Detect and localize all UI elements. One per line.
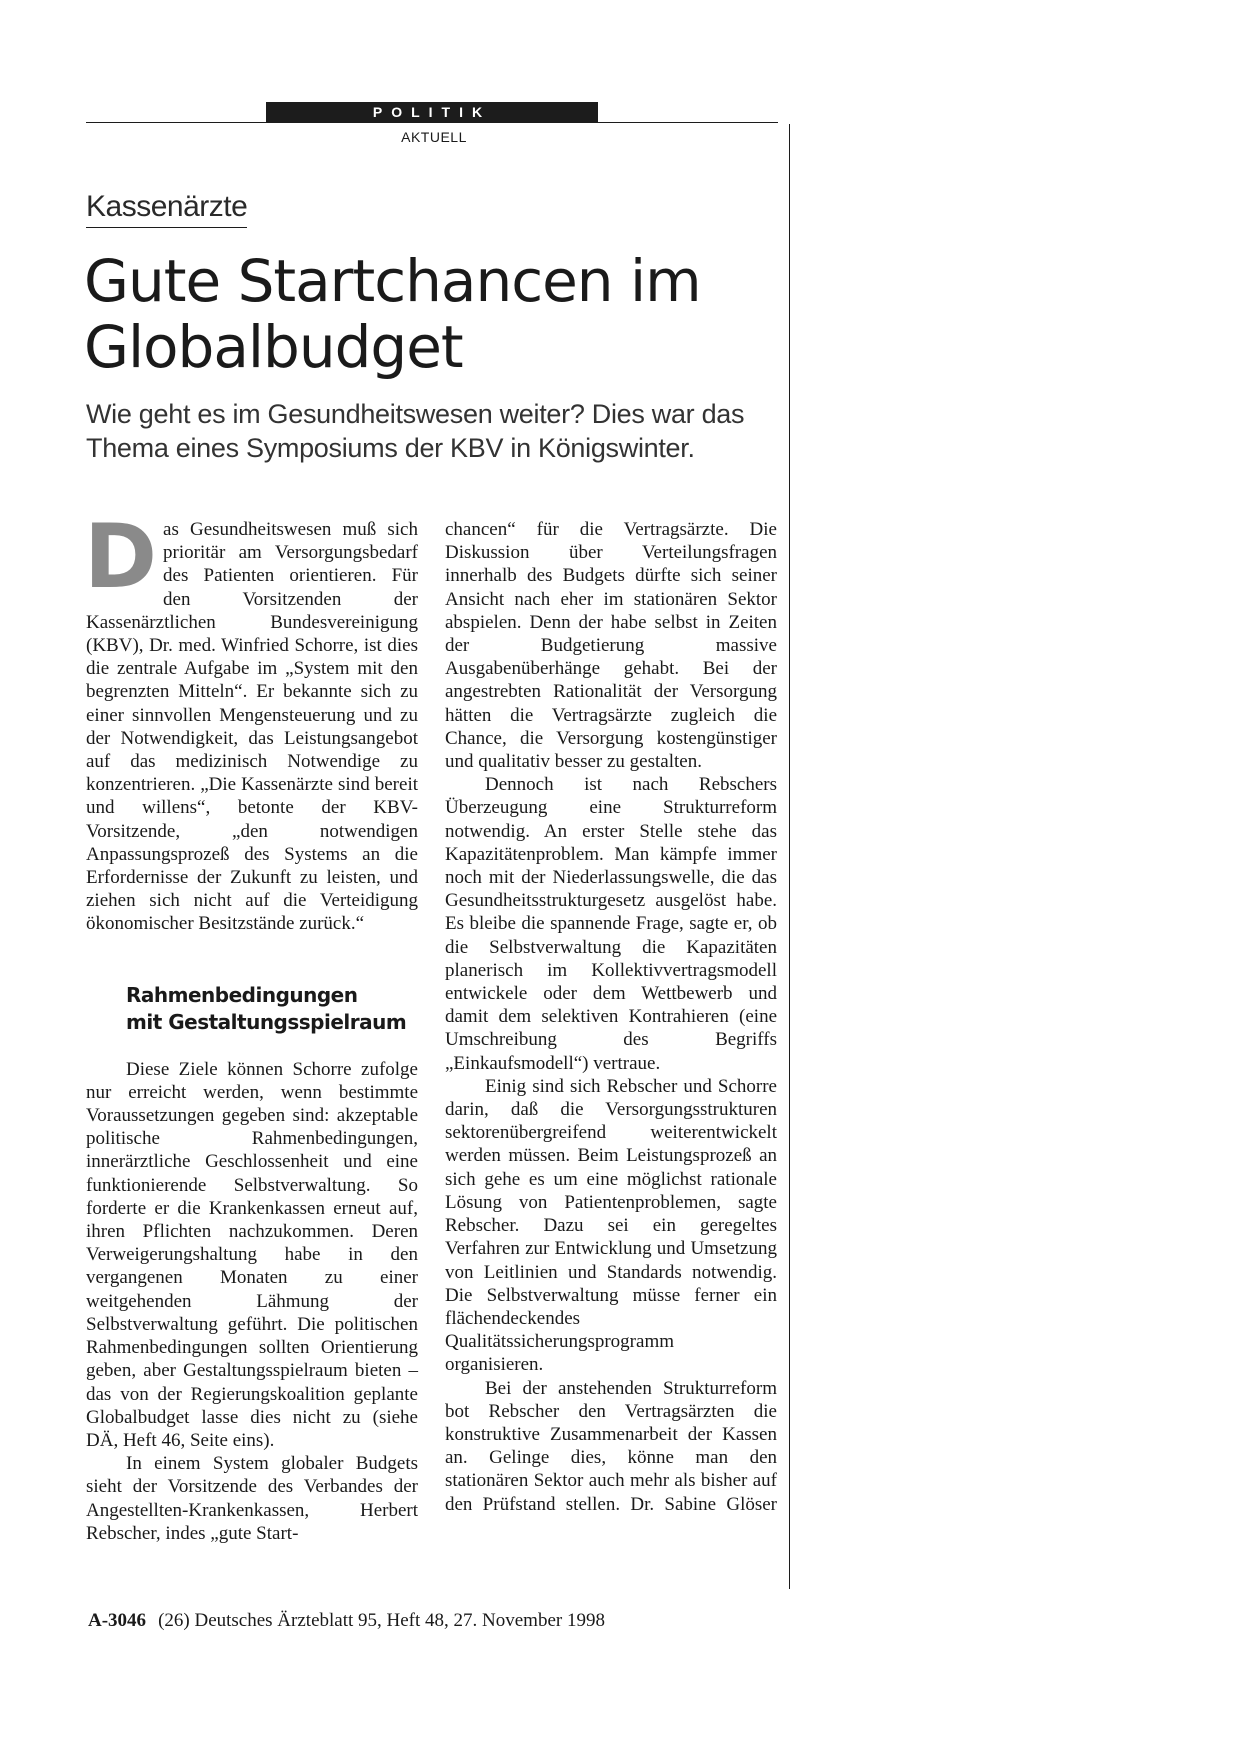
headline-line-2: Globalbudget: [84, 313, 463, 381]
paragraph: Dennoch ist nach Rebschers Überzeugung eine Strukturreform notwendig. An erster Stelle stehe das Kapazitätenproblem. Man kämpfe immer noch mit der Niederlassungswelle, die das Gesundheitsstrukturgesetz ausgelöst habe. Es bleibe die spannende Frage, sagte er, ob die Selbstverwaltung die Kapazitäten planerisch im Kollektivvertragsmodell entwickele oder dem Wettbewerb und damit dem selektiven Kontrahieren (eine Umschreibung des Begriffs „Einkaufsmodell“) vertraue.: [445, 774, 777, 1074]
paragraph: chancen“ für die Vertragsärzte. Die Diskussion über Verteilungsfragen innerhalb des Budgets dürfte sich seiner Ansicht nach eher im stationären Sektor abspielen. Denn der habe selbst in Zeiten der Budgetierung massive Ausgabenüberhänge gehabt. Bei der angestrebten Rationalität der Versorgung hätten die Vertragsärzte zugleich die Chance, die Versorgung kostengünstiger und qualitativ besser zu gestalten.: [445, 519, 777, 773]
article-headline: [84, 248, 784, 380]
deck-line-2: Thema eines Symposiums der KBV in Königswinter.: [86, 433, 695, 463]
column-rule: [789, 124, 790, 1589]
paragraph: Diese Ziele können Schorre zufolge nur erreicht werden, wenn bestimmte Voraussetzungen gegeben sind: akzeptable politische Rahmenbedingungen, innerärztliche Geschlossenheit und eine funktionierende Selbstverwaltung. So forderte er die Krankenkassen erneut auf, ihren Pflichten nachzukommen. Deren Verweigerungshaltung habe in den vergangenen Monaten zu einer weitgehenden Lähmung der Selbstverwaltung geführt. Die politischen Rahmenbedingungen sollten Orientierung geben, aber Gestaltungsspielraum bieten – das von der Regierungskoalition geplante Globalbudget lasse dies nicht zu (siehe DÄ, Heft 46, Seite eins).: [86, 1058, 418, 1451]
paragraph: In einem System globaler Budgets sieht der Vorsitzende des Verbandes der Angestellten-Krankenkassen, Herbert Rebscher, indes „gute Start-: [86, 1453, 418, 1544]
header-rule: [86, 122, 778, 123]
drop-cap: D: [84, 505, 158, 608]
section-subheading: [126, 982, 418, 1036]
article-deck: [86, 397, 786, 465]
subheading-line-2: mit Gestaltungsspielraum: [126, 1009, 407, 1034]
paragraph: Einig sind sich Rebscher und Schorre darin, daß die Versorgungsstrukturen sektorenübergreifend weiterentwickelt werden müssen. Beim Leistungsprozeß an sich gehe es um eine möglichst rationale Lösung von Patientenproblemen, sagte Rebscher. Dazu sei ein geregeltes Verfahren zur Entwicklung und Umsetzung von Leitlinien und Standards notwendig. Die Selbstverwaltung müsse ferner ein flächendeckendes Qualitätssicherungsprogramm organisieren.: [445, 1075, 777, 1376]
article-column-1: [84, 505, 418, 1545]
deck-line-1: Wie geht es im Gesundheitswesen weiter? Dies war das: [86, 399, 745, 429]
paragraph-text: as Gesundheitswesen muß sich prioritär am Versorgungsbedarf des Patienten orientieren. Für den Vorsitzenden der Kassenärztlichen Bundesvereinigung (KBV), Dr. med. Winfried Schorre, ist dies die zentrale Aufgabe im „System mit den begrenzten Mitteln“. Er bekannte sich zu einer sinnvollen Mengensteuerung und zu der Notwendigkeit, das Leistungsangebot auf das medizinisch Notwendige zu konzentrieren. „Die Kassenärzte sind bereit und willens“, betonte der KBV-Vorsitzende, „den notwendigen Anpassungsprozeß des Systems an die Erfordernisse der Zukunft zu leisten, und ziehen sich nicht auf die Verteidigung ökonomischer Besitzstände zurück.“: [86, 519, 418, 935]
paragraph: [445, 1377, 777, 1516]
page-number: A-3046: [88, 1610, 147, 1631]
subheading-line-1: Rahmenbedingungen: [126, 982, 358, 1007]
author-byline: Dr. Sabine Glöser: [630, 1493, 778, 1515]
section-label: POLITIK: [266, 102, 598, 122]
article-kicker: Kassenärzte: [86, 190, 247, 228]
headline-line-1: Gute Startchancen im: [84, 247, 701, 315]
paragraph-text: Bei der anstehenden Strukturreform bot Rebscher den Vertragsärzten die konstruktive Zusammenarbeit der Kassen an. Gelinge dies, könne man den stationären Sektor auch mehr als bisher auf den Prüfstand stellen.: [445, 1377, 777, 1515]
paragraph: [84, 505, 418, 936]
article-column-2: [445, 518, 777, 1516]
page-footer: [88, 1610, 605, 1632]
citation: (26) Deutsches Ärzteblatt 95, Heft 48, 27. November 1998: [158, 1610, 605, 1631]
subsection-label: AKTUELL: [401, 129, 467, 145]
